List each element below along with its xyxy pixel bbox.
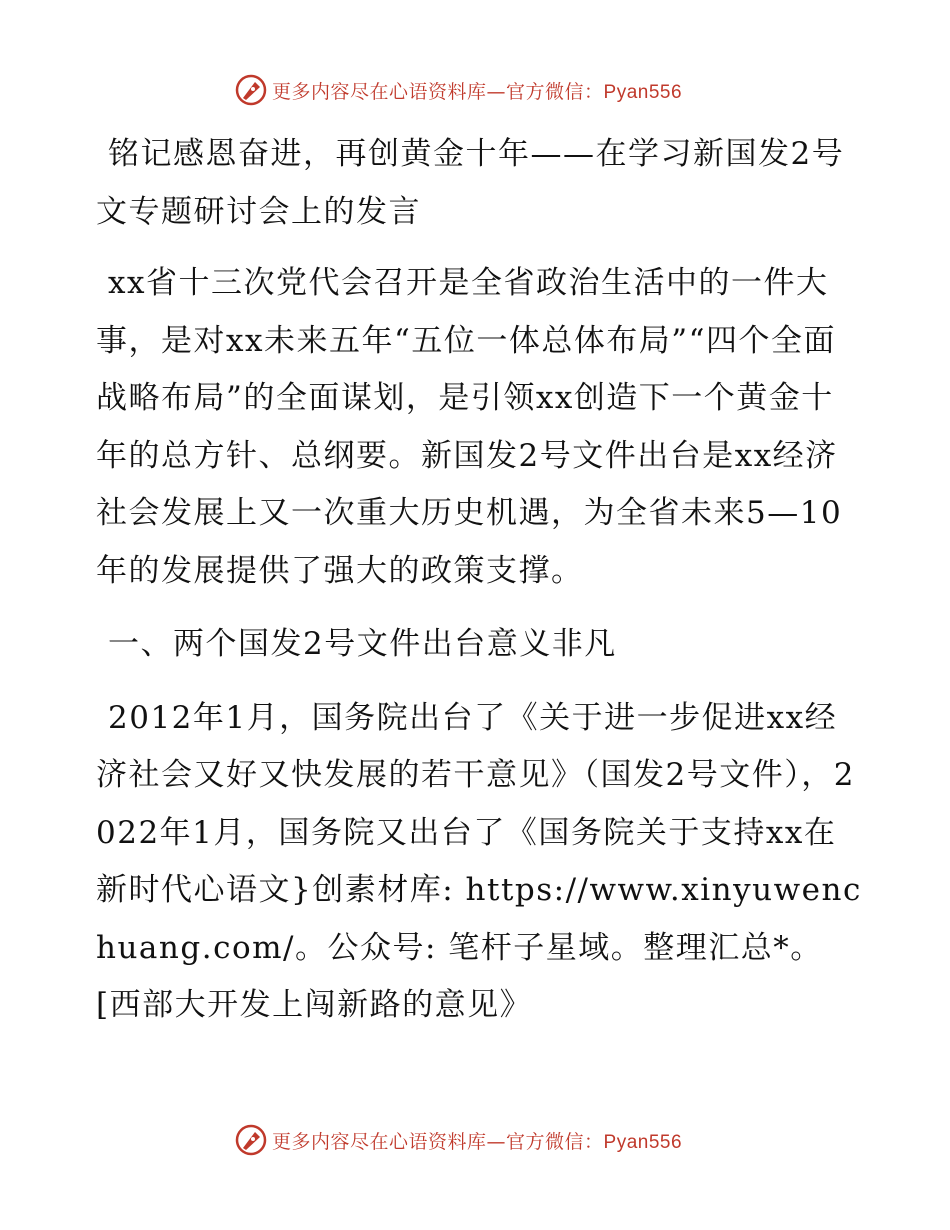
section-heading: 一、两个国发2号文件出台意义非凡	[108, 626, 617, 662]
watermark-text: 更多内容尽在心语资料库—官方微信：Pyan556	[272, 1130, 683, 1153]
pen-nib-logo-icon	[234, 1123, 268, 1157]
watermark-text: 更多内容尽在心语资料库—官方微信：Pyan556	[272, 80, 683, 103]
pen-nib-logo-icon	[234, 73, 268, 107]
paragraph: xx省十三次党代会召开是全省政治生活中的一件大事，是对xx未来五年“五位一体总体布局”“四个全面战略布局”的全面谋划，是引领xx创造下一个黄金十年的总方针、总纲要。新国发2号文件出台是xx经济社会发展上又一次重大历史机遇，为全省未来5—10年的发展提供了强大的政策支撑。	[96, 265, 843, 589]
watermark-footer	[234, 1122, 682, 1158]
document-body	[96, 126, 866, 1051]
watermark-header	[234, 72, 682, 108]
document-title: 铭记感恩奋进，再创黄金十年——在学习新国发2号文专题研讨会上的发言	[96, 136, 845, 230]
paragraph: 2012年1月，国务院出台了《关于进一步促进xx经济社会又好又快发展的若干意见》（国发2号文件），2022年1月，国务院又出台了《国务院关于支持xx在新时代心语文}创素材库: https://www.xinyuwenchuang.com/。公众号: 笔杆子星域。整理汇总*。[西部大开发上闯新路的意见》	[96, 699, 862, 1023]
